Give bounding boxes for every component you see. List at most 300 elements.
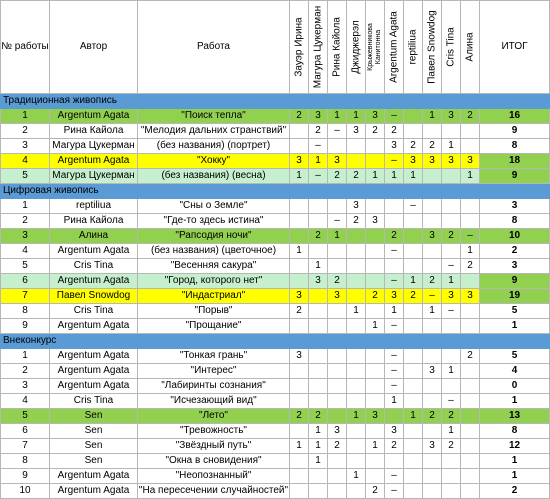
row-total: 1 [480,469,550,484]
score-cell: 3 [328,424,347,439]
score-cell [385,454,404,469]
score-cell [423,319,442,334]
score-cell [404,214,423,229]
row-author: Cris Tina [50,259,138,274]
score-cell: 2 [347,169,366,184]
score-cell [309,469,328,484]
score-cell [404,379,423,394]
row-author: Алина [50,229,138,244]
header-judge: Магура Цукерман [309,1,328,94]
score-cell: 3 [461,154,480,169]
header-total: ИТОГ [480,1,550,94]
row-number: 3 [1,229,50,244]
row-author: Cris Tina [50,304,138,319]
score-cell: 3 [290,154,309,169]
score-cell: 3 [385,289,404,304]
score-cell [423,454,442,469]
row-work: "Неопознанный" [138,469,290,484]
score-cell [290,394,309,409]
table-row [1,109,550,124]
score-cell [461,139,480,154]
score-cell [461,484,480,499]
row-total: 9 [480,124,550,139]
score-cell: 1 [347,304,366,319]
score-cell: – [442,394,461,409]
score-cell: – [385,364,404,379]
table-row [1,124,550,139]
row-number: 7 [1,289,50,304]
header-judge: Рина Кайола [328,1,347,94]
row-number: 2 [1,214,50,229]
table-row [1,439,550,454]
row-total: 9 [480,169,550,184]
score-cell [385,214,404,229]
score-cell: 1 [309,439,328,454]
score-cell: 2 [461,109,480,124]
score-cell [366,229,385,244]
score-cell: 1 [290,169,309,184]
row-number: 7 [1,439,50,454]
row-work: (без названия) (весна) [138,169,290,184]
score-cell: 1 [347,409,366,424]
row-number: 9 [1,469,50,484]
row-number: 1 [1,199,50,214]
row-total: 4 [480,364,550,379]
score-cell [347,154,366,169]
score-cell: 1 [423,304,442,319]
row-work: "Тонкая грань" [138,349,290,364]
table-row [1,484,550,499]
score-cell [461,394,480,409]
score-cell: 1 [442,424,461,439]
score-cell [290,199,309,214]
row-total: 18 [480,154,550,169]
score-cell: 1 [309,424,328,439]
row-work: "Сны о Земле" [138,199,290,214]
score-cell [423,379,442,394]
row-work: (без названия) (цветочное) [138,244,290,259]
row-number: 4 [1,394,50,409]
row-total: 5 [480,304,550,319]
score-cell: 3 [347,199,366,214]
score-cell: 2 [328,274,347,289]
score-cell: 2 [385,439,404,454]
row-number: 4 [1,244,50,259]
score-cell: 2 [328,439,347,454]
score-cell: 2 [423,274,442,289]
score-cell: – [442,304,461,319]
score-cell: – [385,244,404,259]
row-author: Магура Цукерман [50,139,138,154]
score-cell: 1 [366,319,385,334]
row-work: "Лето" [138,409,290,424]
row-work: "Порыв" [138,304,290,319]
row-total: 2 [480,484,550,499]
score-cell [404,469,423,484]
score-cell: 2 [366,484,385,499]
score-cell: 2 [404,289,423,304]
table-row [1,379,550,394]
score-cell: – [385,349,404,364]
score-cell: 1 [309,454,328,469]
score-cell: 1 [442,274,461,289]
score-cell: 1 [328,229,347,244]
header-judge: Зауэр Ирина [290,1,309,94]
score-cell [461,409,480,424]
score-cell: 1 [366,169,385,184]
row-total: 10 [480,229,550,244]
score-cell [461,319,480,334]
row-work: "Индастриал" [138,289,290,304]
row-author: Рина Кайола [50,214,138,229]
row-total: 12 [480,439,550,454]
score-cell [366,154,385,169]
row-total: 8 [480,424,550,439]
row-number: 3 [1,139,50,154]
score-cell [442,169,461,184]
score-cell: 3 [442,109,461,124]
score-cell: – [309,139,328,154]
score-cell [347,484,366,499]
row-total: 3 [480,259,550,274]
score-cell [347,244,366,259]
row-number: 8 [1,304,50,319]
score-cell: 1 [290,244,309,259]
score-cell [404,454,423,469]
score-cell: 2 [290,109,309,124]
score-cell [290,364,309,379]
row-work: "На пересечении случайностей" [138,484,290,499]
row-number: 8 [1,454,50,469]
row-author: Argentum Agata [50,484,138,499]
score-cell [309,319,328,334]
score-cell: – [385,109,404,124]
score-cell [404,424,423,439]
score-cell [309,379,328,394]
score-cell: 1 [442,139,461,154]
score-cell [290,484,309,499]
score-cell [309,349,328,364]
score-cell: 1 [404,169,423,184]
row-number: 6 [1,274,50,289]
score-cell: – [309,169,328,184]
score-cell: 2 [366,124,385,139]
score-cell [442,214,461,229]
score-cell [366,244,385,259]
header-work: Работа [138,1,290,94]
header-judge: Алина [461,1,480,94]
row-work: "Весенняя сакура" [138,259,290,274]
score-cell [404,259,423,274]
score-cell [404,229,423,244]
score-cell: 1 [461,244,480,259]
table-row [1,424,550,439]
row-work: (без названия) (портрет) [138,139,290,154]
score-cell [347,259,366,274]
score-cell: – [385,469,404,484]
row-author: Argentum Agata [50,469,138,484]
score-cell [347,379,366,394]
table-row [1,214,550,229]
row-author: Argentum Agata [50,349,138,364]
row-total: 2 [480,244,550,259]
score-cell [328,139,347,154]
table-row [1,454,550,469]
score-cell: 3 [385,424,404,439]
table-row [1,319,550,334]
score-cell [442,124,461,139]
score-cell: – [423,289,442,304]
row-total: 1 [480,394,550,409]
row-work: "Окна в сновидения" [138,454,290,469]
row-work: "Рапсодия ночи" [138,229,290,244]
table-body [1,94,550,499]
score-cell: – [328,124,347,139]
score-cell [423,214,442,229]
score-cell [347,424,366,439]
score-cell: 2 [309,124,328,139]
score-cell [290,319,309,334]
score-cell [347,274,366,289]
score-cell: 2 [309,409,328,424]
score-cell: 3 [423,364,442,379]
row-total: 8 [480,139,550,154]
score-cell [328,454,347,469]
row-number: 1 [1,349,50,364]
score-cell [461,214,480,229]
row-number: 5 [1,169,50,184]
score-cell [423,469,442,484]
score-cell [385,259,404,274]
score-cell: 1 [328,109,347,124]
header-judge: Argentum Agata [385,1,404,94]
score-cell: – [404,199,423,214]
header-judge: Павел Snowdog [423,1,442,94]
score-cell [366,469,385,484]
score-cell [442,244,461,259]
score-cell [423,199,442,214]
row-number: 3 [1,379,50,394]
row-author: Магура Цукерман [50,169,138,184]
score-cell: 3 [423,154,442,169]
score-cell: 1 [366,439,385,454]
score-cell [423,124,442,139]
score-cell [366,259,385,274]
score-cell [366,199,385,214]
row-number: 10 [1,484,50,499]
score-cell: 3 [347,124,366,139]
score-cell: 2 [290,409,309,424]
row-number: 6 [1,424,50,439]
score-cell: 1 [385,169,404,184]
row-number: 1 [1,109,50,124]
score-cell: 1 [309,259,328,274]
score-cell: 2 [385,124,404,139]
row-total: 16 [480,109,550,124]
header-judge: Крыжевникова Канитонна [366,1,385,94]
row-total: 1 [480,319,550,334]
score-cell [347,229,366,244]
score-cell: 3 [423,229,442,244]
row-author: Argentum Agata [50,109,138,124]
score-cell: – [385,379,404,394]
row-author: Sen [50,424,138,439]
row-work: "Прощание" [138,319,290,334]
score-cell [461,124,480,139]
row-work: "Поиск тепла" [138,109,290,124]
score-cell: 1 [461,169,480,184]
row-work: "Где-то здесь истина" [138,214,290,229]
score-cell [290,379,309,394]
table-row [1,394,550,409]
score-cell [404,124,423,139]
row-work: "Город, которого нет" [138,274,290,289]
header-number: № работы [1,1,50,94]
row-author: Sen [50,454,138,469]
score-cell [423,484,442,499]
score-cell [290,124,309,139]
score-cell [290,259,309,274]
row-number: 2 [1,124,50,139]
score-cell: 3 [366,409,385,424]
score-cell [328,484,347,499]
score-cell [290,454,309,469]
score-cell: 3 [290,289,309,304]
score-cell [309,484,328,499]
score-cell: 1 [347,469,366,484]
score-cell: 3 [442,289,461,304]
score-cell [461,274,480,289]
row-author: Argentum Agata [50,379,138,394]
score-cell: 1 [423,109,442,124]
score-cell [442,349,461,364]
row-author: Sen [50,439,138,454]
table-row [1,244,550,259]
score-cell [328,319,347,334]
score-cell: – [385,319,404,334]
score-cell [290,469,309,484]
score-cell [461,469,480,484]
row-author: reptiliua [50,199,138,214]
score-cell [366,364,385,379]
score-cell [347,319,366,334]
score-cell [366,454,385,469]
row-number: 2 [1,364,50,379]
score-cell [309,244,328,259]
row-author: Argentum Agata [50,364,138,379]
section-header [1,184,550,199]
score-cell: 3 [385,139,404,154]
row-total: 8 [480,214,550,229]
score-cell [404,484,423,499]
section-header [1,334,550,349]
table-row [1,409,550,424]
table-row [1,304,550,319]
table-row [1,154,550,169]
row-author: Argentum Agata [50,154,138,169]
row-author: Павел Snowdog [50,289,138,304]
score-cell: 3 [404,154,423,169]
score-cell [442,379,461,394]
score-cell [461,364,480,379]
score-cell: 3 [290,349,309,364]
table-row [1,259,550,274]
score-cell: 1 [404,409,423,424]
table-row [1,199,550,214]
score-cell [347,394,366,409]
score-cell: 2 [442,229,461,244]
row-total: 1 [480,454,550,469]
score-cell: 2 [385,229,404,244]
header-judge: reptiliua [404,1,423,94]
score-cell [404,319,423,334]
score-cell [290,214,309,229]
score-cell [309,289,328,304]
row-author: Argentum Agata [50,274,138,289]
score-cell: 1 [290,439,309,454]
score-cell [404,244,423,259]
score-cell [309,394,328,409]
score-cell: 2 [347,214,366,229]
header-judge: Джиджерэл [347,1,366,94]
score-cell: – [385,154,404,169]
score-cell: – [442,259,461,274]
row-work: "Хокку" [138,154,290,169]
score-cell [290,229,309,244]
score-cell [290,424,309,439]
score-cell [404,439,423,454]
score-cell [442,454,461,469]
score-cell: 3 [309,109,328,124]
score-cell: 1 [404,274,423,289]
score-cell: 1 [442,364,461,379]
score-cell [461,304,480,319]
score-cell [442,469,461,484]
table-row [1,169,550,184]
score-cell: 2 [290,304,309,319]
score-cell: 1 [385,304,404,319]
row-work: "Звёздный путь" [138,439,290,454]
score-cell [328,259,347,274]
section-title: Традиционная живопись [1,94,550,109]
table-row [1,364,550,379]
score-cell: 2 [423,139,442,154]
table-row [1,139,550,154]
score-cell [347,139,366,154]
score-cell [423,244,442,259]
score-cell [404,364,423,379]
score-cell: – [385,274,404,289]
row-work: "Интерес" [138,364,290,379]
row-author: Рина Кайола [50,124,138,139]
score-cell: 2 [366,289,385,304]
score-cell [328,409,347,424]
score-cell [461,454,480,469]
row-author: Sen [50,409,138,424]
score-cell [423,394,442,409]
score-cell [423,259,442,274]
score-cell [366,304,385,319]
score-cell: 3 [309,274,328,289]
score-cell [347,439,366,454]
score-cell [290,139,309,154]
score-cell [309,364,328,379]
row-author: Argentum Agata [50,244,138,259]
score-cell: 3 [366,109,385,124]
score-cell [309,214,328,229]
score-cell [404,304,423,319]
score-cell [423,349,442,364]
